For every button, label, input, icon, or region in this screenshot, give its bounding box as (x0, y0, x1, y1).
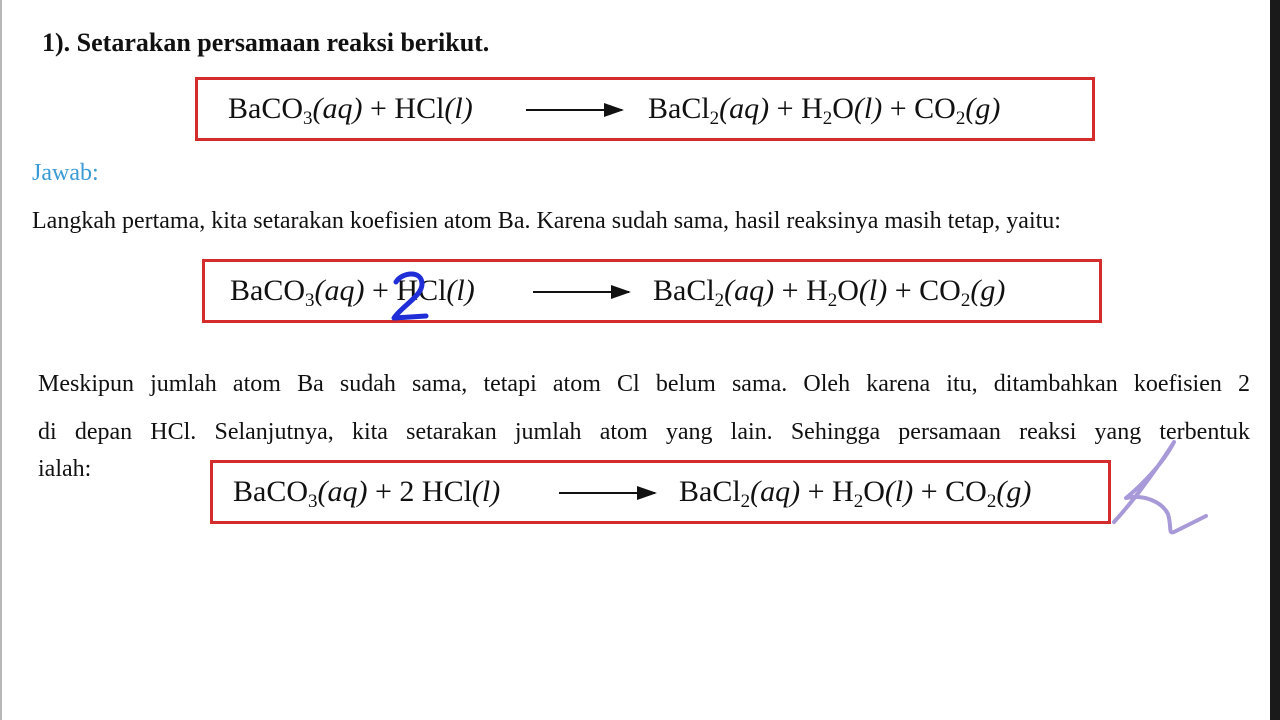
step2-line-1: Meskipun jumlah atom Ba sudah sama, tetapi atom Cl belum sama. Oleh karena itu, ditambahkan koefisien 2 (38, 371, 1250, 397)
reaction-arrow (526, 109, 622, 111)
reaction-arrow (559, 492, 655, 494)
handwritten-signature (1108, 436, 1212, 540)
right-edge (1270, 0, 1280, 720)
reaction-arrow (533, 291, 629, 293)
equation-box-2 (202, 259, 1102, 323)
eq3-reactants: BaCO$_3$(aq) + 2 HCl(l) (233, 475, 501, 512)
eq3-products: BaCl$_2$(aq) + $H_2O(l) + CO_2(g)$ (679, 475, 1032, 512)
eq1-reactants: BaCO$_3$(aq) + HCl(l) (228, 92, 473, 129)
step2-line-3: ialah: (38, 456, 92, 482)
question-title: 1). Setarakan persamaan reaksi berikut. (42, 28, 490, 57)
handwritten-two-annotation (388, 268, 432, 324)
step2-line-2: di depan HCl. Selanjutnya, kita setarakan jumlah atom yang lain. Sehingga persamaan reaksi yang terbentuk (38, 419, 1250, 445)
eq2-products: BaCl$_2$(aq) + $H_2O(l) + CO_2(g)$ (653, 274, 1006, 311)
eq2-reactants: BaCO$_3$(aq) + HCl(l) (230, 274, 475, 311)
equation-box-1 (195, 77, 1095, 141)
step1-text: Langkah pertama, kita setarakan koefisien atom Ba. Karena sudah sama, hasil reaksinya masih tetap, yaitu: (32, 208, 1061, 234)
equation-box-3 (210, 460, 1111, 524)
step2-paragraph (38, 360, 1250, 456)
left-edge (0, 0, 2, 720)
answer-label: Jawab: (32, 160, 99, 186)
eq1-products: BaCl$_2$(aq) + $H_2O(l) + CO_2(g)$ (648, 92, 1001, 129)
